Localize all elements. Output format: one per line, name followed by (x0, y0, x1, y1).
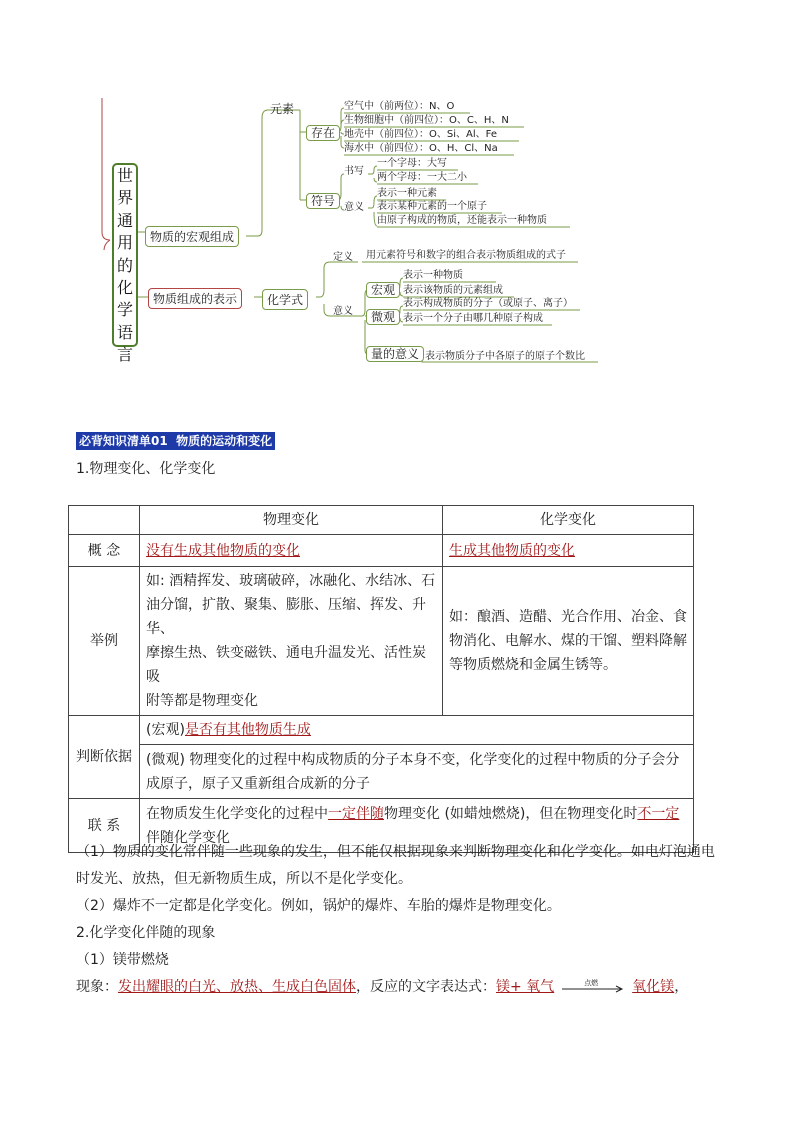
note-2: （2）爆炸不一定都是化学变化。例如，锅炉的爆炸、车胎的爆炸是物理变化。 (76, 898, 561, 914)
example-chemical-line: 物消化、电解水、煤的干馏、塑料降解 (449, 633, 687, 649)
sub-magnesium-burning: （1）镁带燃烧 (76, 952, 169, 968)
concept-physical-text: 没有生成其他物质的变化 (146, 542, 300, 559)
exist-item: 生物细胞中（前四位）：O、C、H、N (344, 115, 509, 126)
micro-item: 表示一个分子由哪几种原子构成 (403, 313, 543, 324)
phenomenon-prefix: 现象： (76, 979, 118, 995)
title-char: 言 (116, 345, 133, 365)
meaning-item: 表示某种元素的一个原子 (377, 201, 487, 212)
title-char: 界 (116, 188, 133, 208)
example-chemical (443, 567, 694, 716)
node-formula-meaning: 意义 (333, 306, 353, 317)
title-char: 用 (116, 233, 133, 253)
basis-micro (140, 745, 694, 799)
node-micro: 微观 (366, 309, 400, 325)
node-quantity: 量的意义 (366, 346, 424, 362)
title-char: 的 (116, 255, 133, 275)
title-char: 世 (116, 166, 133, 185)
quantity-text: 表示物质分子中各原子的原子个数比 (425, 351, 585, 362)
row-label-example: 举例 (69, 567, 140, 716)
branch-composition-representation: 物质组成的表示 (148, 288, 242, 309)
title-char: 学 (116, 300, 133, 320)
phenomenon-suffix: ， (674, 979, 689, 995)
node-meaning: 意义 (344, 202, 364, 213)
row-label-basis: 判断依据 (69, 716, 140, 799)
meaning-item: 由原子构成的物质，还能表示一种物质 (377, 215, 547, 226)
row-label-concept: 概 念 (69, 535, 140, 567)
exist-item: 地壳中（前四位）：O、Si、Al、Fe (344, 129, 497, 140)
title-char: 语 (116, 322, 133, 342)
example-physical-line: 如: 酒精挥发、玻璃破碎，冰融化、水结冰、石 (146, 573, 436, 589)
relation-text: 在物质发生化学变化的过程中 (146, 805, 328, 822)
node-symbol: 符号 (306, 193, 340, 209)
branch-macro-composition: 物质的宏观组成 (145, 226, 239, 247)
change-comparison-table (68, 505, 694, 853)
row-label-relation: 联 系 (69, 799, 140, 853)
writing-item: 一个字母：大写 (377, 158, 447, 169)
reaction-product: 氧化镁 (632, 979, 675, 995)
heading-chemical-change-phenomena: 2.化学变化伴随的现象 (76, 925, 216, 941)
concept-chemical-text: 生成其他物质的变化 (449, 542, 575, 559)
node-formula: 化学式 (262, 289, 308, 310)
writing-item: 两个字母：一大二小 (377, 172, 467, 183)
table-header-physical: 物理变化 (140, 506, 443, 535)
relation-keyword: 不一定 (637, 805, 680, 822)
macro-item: 表示该物质的元素组成 (403, 285, 503, 296)
relation-line-1 (146, 802, 687, 826)
table-header-chemical: 化学变化 (443, 506, 694, 535)
title-char: 通 (116, 210, 133, 230)
note-1-line-2: 时发光、放热，但无新物质生成，所以不是化学变化。 (76, 871, 412, 887)
section-label-text: 必背知识清单01 (79, 434, 168, 448)
phenomenon-line (76, 978, 688, 996)
example-physical-line: 油分馏，扩散、聚集、膨胀、压缩、挥发、升华、 (146, 597, 426, 637)
example-chemical-line: 等物质燃烧和金属生锈等。 (449, 657, 617, 673)
example-physical-line: 附等都是物理变化 (146, 693, 258, 709)
basis-macro-prefix: (宏观) (146, 722, 185, 738)
title-char: 化 (116, 278, 133, 298)
example-physical-line: 摩擦生热、铁变磁铁、通电升温发光、活性炭吸 (146, 645, 426, 685)
exist-item: 空气中（前两位）：N、O (344, 101, 455, 112)
phenomenon-middle: ，反应的文字表达式： (356, 979, 496, 995)
basis-micro-line: 成原子，原子又重新组合成新的分子 (146, 775, 370, 792)
node-macro: 宏观 (366, 282, 400, 298)
definition-text: 用元素符号和数字的组合表示物质组成的式子 (366, 250, 566, 261)
basis-macro-text: 是否有其他物质生成 (184, 722, 311, 738)
example-physical (140, 567, 443, 716)
reaction-condition: 点燃 (584, 979, 599, 987)
node-definition: 定义 (333, 252, 353, 263)
node-exist: 存在 (306, 125, 340, 141)
concept-physical (140, 535, 443, 567)
relation-line-2: 伴随化学变化 (146, 829, 230, 846)
heading-physical-chemical-change: 1.物理变化、化学变化 (76, 461, 216, 477)
reaction-reactants: 镁+ 氧气 (496, 979, 555, 995)
node-writing: 书写 (344, 166, 364, 177)
basis-micro-line: (微观) 物理变化的过程中构成物质的分子本身不变，化学变化的过程中物质的分子会分 (146, 751, 680, 768)
example-chemical-line: 如：酿酒、造醋、光合作用、冶金、食 (449, 609, 687, 625)
micro-item: 表示构成物质的分子（或原子、离子） (403, 298, 573, 309)
note-1-line-1: （1）物质的变化常伴随一些现象的发生，但不能仅根据现象来判断物理变化和化学变化。如电灯泡通电 (76, 844, 715, 860)
meaning-item: 表示一种元素 (377, 188, 437, 199)
reaction-arrow (554, 978, 632, 996)
concept-chemical (443, 535, 694, 567)
exist-item: 海水中（前四位）：O、H、Cl、Na (344, 143, 498, 154)
macro-item: 表示一种物质 (403, 270, 463, 281)
relation-keyword: 一定伴随 (328, 805, 384, 822)
basis-macro (140, 716, 694, 745)
table-corner-cell (69, 506, 140, 535)
arrow-icon (554, 978, 632, 996)
section-title: 物质的运动和变化 (176, 434, 273, 448)
mindmap-title (112, 163, 138, 365)
node-element: 元素 (270, 102, 295, 116)
section-label (76, 432, 275, 450)
relation-text: 物理变化 (如蜡烛燃烧)，但在物理变化时 (384, 805, 638, 822)
phenomenon-observed: 发出耀眼的白光、放热、生成白色固体 (118, 979, 356, 995)
